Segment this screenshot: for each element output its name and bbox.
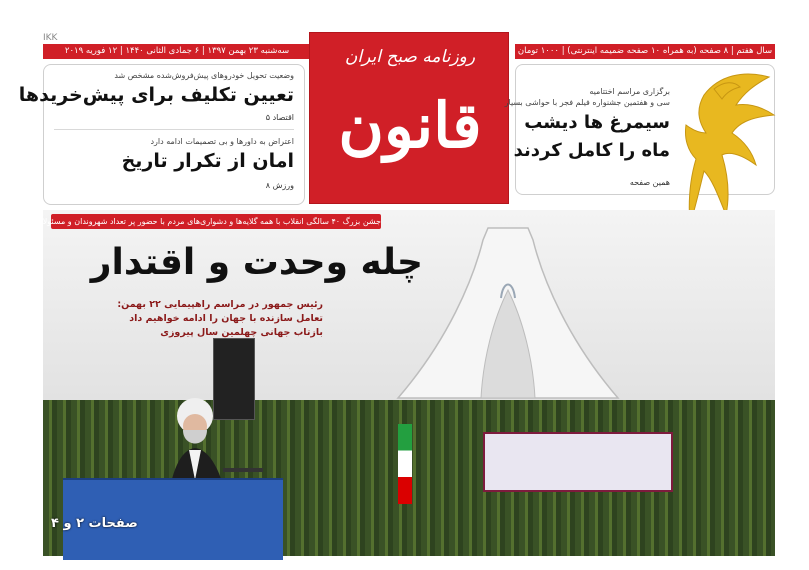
subheadline-line[interactable]: رئیس جمهور در مراسم راهپیمایی ۲۲ بهمن: <box>117 299 323 310</box>
story1-page-ref[interactable]: اقتصاد ۵ <box>265 113 294 122</box>
main-photo[interactable] <box>0 210 775 556</box>
main-subheadlines <box>53 298 323 340</box>
masthead-title: قانون <box>338 89 482 162</box>
masthead-subtitle: روزنامه صبح ایران <box>344 47 476 67</box>
masthead[interactable] <box>309 32 509 204</box>
fajr-page-ref[interactable]: همین صفحه <box>629 178 670 187</box>
subheadline-line[interactable]: تعامل سازنده با جهان را ادامه خواهیم داد <box>129 313 323 324</box>
iran-flag-icon <box>398 424 412 504</box>
fajr-headline-line1[interactable]: سیمرغ ها دیشب <box>524 112 670 133</box>
fajr-kicker-1: برگزاری مراسم اختتامیه <box>589 87 670 96</box>
date-bar: سه‌شنبه ۲۳ بهمن ۱۳۹۷ | ۶ جمادی الثانی ۱۴۴۰ | ۱۲ فوریه ۲۰۱۹ <box>43 44 311 59</box>
left-headlines-box <box>18 64 305 205</box>
story2-kicker: اعتراض به داورها و بی‌ تصمیمات ادامه دارد <box>150 137 294 146</box>
subheadline-line[interactable]: بازتاب جهانی چهلمین سال پیروزی <box>160 327 323 338</box>
box-divider <box>54 129 294 130</box>
azadi-tower-icon <box>393 220 623 400</box>
story1-kicker: وضعیت تحویل خودروهای پیش‌فروش‌شده مشخص شد <box>114 71 294 80</box>
main-headline[interactable]: چله وحدت و اقتدار <box>90 242 423 283</box>
story2-page-ref[interactable]: ورزش ۸ <box>265 181 294 190</box>
khamenei-poster <box>483 432 673 492</box>
fajr-kicker-2: سی و هفتمین جشنواره فیلم فجر با حواشی بسیار <box>504 98 670 107</box>
publisher-logo-mark: IKK <box>43 33 58 43</box>
main-story-pages-ref[interactable]: صفحات ۲ و ۴ <box>51 516 138 531</box>
story1-headline[interactable]: تعیین تکلیف برای پیش‌خریدها <box>18 84 294 106</box>
issue-info-bar: سال هفتم | ۸ صفحه (به همراه ۱۰ صفحه ضمیمه اینترنتی) | ۱۰۰۰ تومان <box>515 44 775 59</box>
fajr-headline-line2[interactable]: ماه را کامل کردند <box>513 140 670 161</box>
story2-headline[interactable]: امان از تکرار تاریخ <box>121 150 294 172</box>
main-story-banner: جشن بزرگ ۴۰ سالگی انقلاب با همه گلایه‌ها و دشواری‌های مردم با حضور پر تعداد شهروندان و مسئولان برگزار شد <box>51 214 381 229</box>
